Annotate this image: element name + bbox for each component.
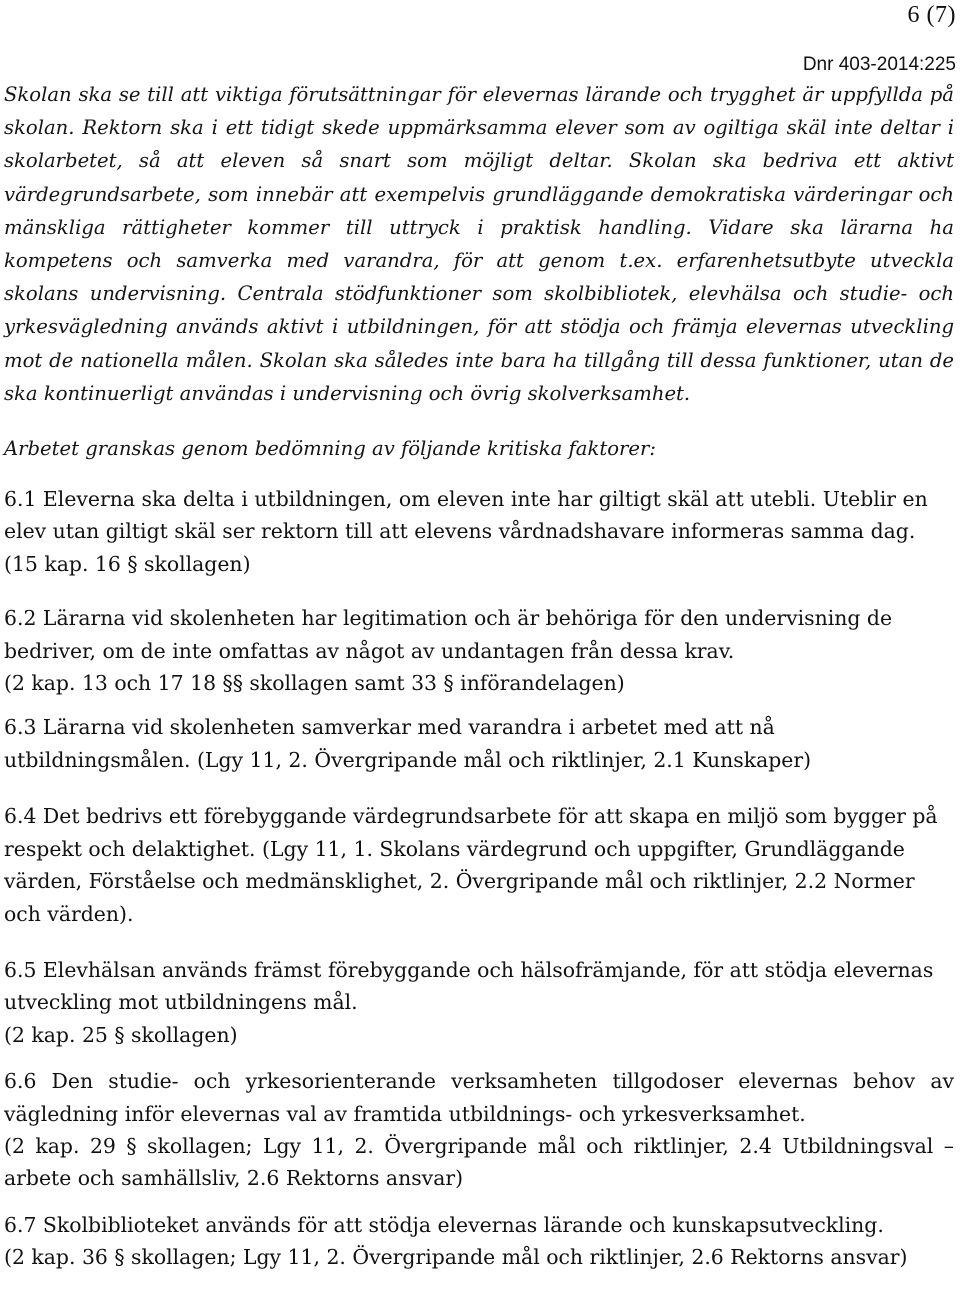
factor-6-5 [4,954,954,1051]
review-criteria-intro: Arbetet granskas genom bedömning av följande kritiska faktorer: [4,437,656,461]
document-reference-number: Dnr 403-2014:225 [802,54,956,75]
intro-paragraph: Skolan ska se till att viktiga förutsättningar för elevernas lärande och trygghet är uppfyllda på skolan. Rektorn ska i ett tidigt skede uppmärksamma elever som av ogiltiga skäl inte deltar i skolarbetet, så att eleven så snart som möjligt deltar. Skolan ska bedriva ett aktivt värdegrundsarbete, som innebär att exempelvis grundläggande demokratiska värderingar och mänskliga rättigheter kommer till uttryck i praktisk handling. Vidare ska lärarna ha kompetens och samverka med varandra, för att genom t.ex. erfarenhetsutbyte utveckla skolans undervisning. Centrala stödfunktioner som skolbibliotek, elevhälsa och studie- och yrkesvägledning används aktivt i utbildningen, för att stödja och främja elevernas utveckling mot de nationella målen. Skolan ska således inte bara ha tillgång till dessa funktioner, utan de ska kontinuerligt användas i undervisning och övrig skolverksamhet. [4,83,954,405]
factor-text: 6.7 Skolbiblioteket används för att stödja elevernas lärande och kunskapsutveckling. [4,1212,884,1237]
factor-text: 6.5 Elevhälsan används främst förebyggande och hälsofrämjande, för att stödja elevernas utveckling mot utbildningens mål. [4,957,934,1015]
page-number: 6 (7) [907,2,956,28]
factor-reference: (2 kap. 25 § skollagen) [4,1022,238,1047]
factor-text: 6.3 Lärarna vid skolenheten samverkar med varandra i arbetet med att nå utbildningsmålen. (Lgy 11, 2. Övergripande mål och riktlinjer, 2.1 Kunskaper) [4,715,812,772]
factor-text: 6.2 Lärarna vid skolenheten har legitimation och är behöriga för den undervisning de bedriver, om de inte omfattas av något av undantagen från dessa krav. [4,606,893,663]
factor-text: 6.4 Det bedrivs ett förebyggande värdegrundsarbete för att skapa en miljö som bygger på respekt och delaktighet. (Lgy 11, 1. Skolans värdegrund och uppgifter, Grundläggande värden, Förståelse och medmänsklighet, 2. Övergripande mål och riktlinjer, 2.2 Normer och värden). [4,804,938,926]
factor-6-4 [4,800,954,930]
factor-6-1 [4,483,954,580]
factor-reference: (15 kap. 16 § skollagen) [4,551,251,576]
factor-text: 6.1 Eleverna ska delta i utbildningen, om eleven inte har giltigt skäl att utebli. Uteblir en elev utan giltigt skäl ser rektorn till att elevens vårdnadshavare informeras samma dag. [4,487,928,544]
document-body [4,78,954,1274]
factor-6-3 [4,711,954,776]
factor-6-7 [4,1209,954,1274]
factor-reference: (2 kap. 13 och 17 18 §§ skollagen samt 33 § införandelagen) [4,671,625,696]
factor-6-6 [4,1065,954,1195]
factor-text: 6.6 Den studie- och yrkesorienterande verksamheten tillgodoser elevernas behov av vägledning inför elevernas val av framtida utbildnings- och yrkesverksamhet. [4,1069,954,1126]
factor-6-2 [4,602,954,699]
factor-reference: (2 kap. 29 § skollagen; Lgy 11, 2. Övergripande mål och riktlinjer, 2.4 Utbildningsval – arbete och samhällsliv, 2.6 Rektorns ansvar) [4,1133,954,1191]
factor-reference: (2 kap. 36 § skollagen; Lgy 11, 2. Övergripande mål och riktlinjer, 2.6 Rektorns ansvar) [4,1245,908,1270]
